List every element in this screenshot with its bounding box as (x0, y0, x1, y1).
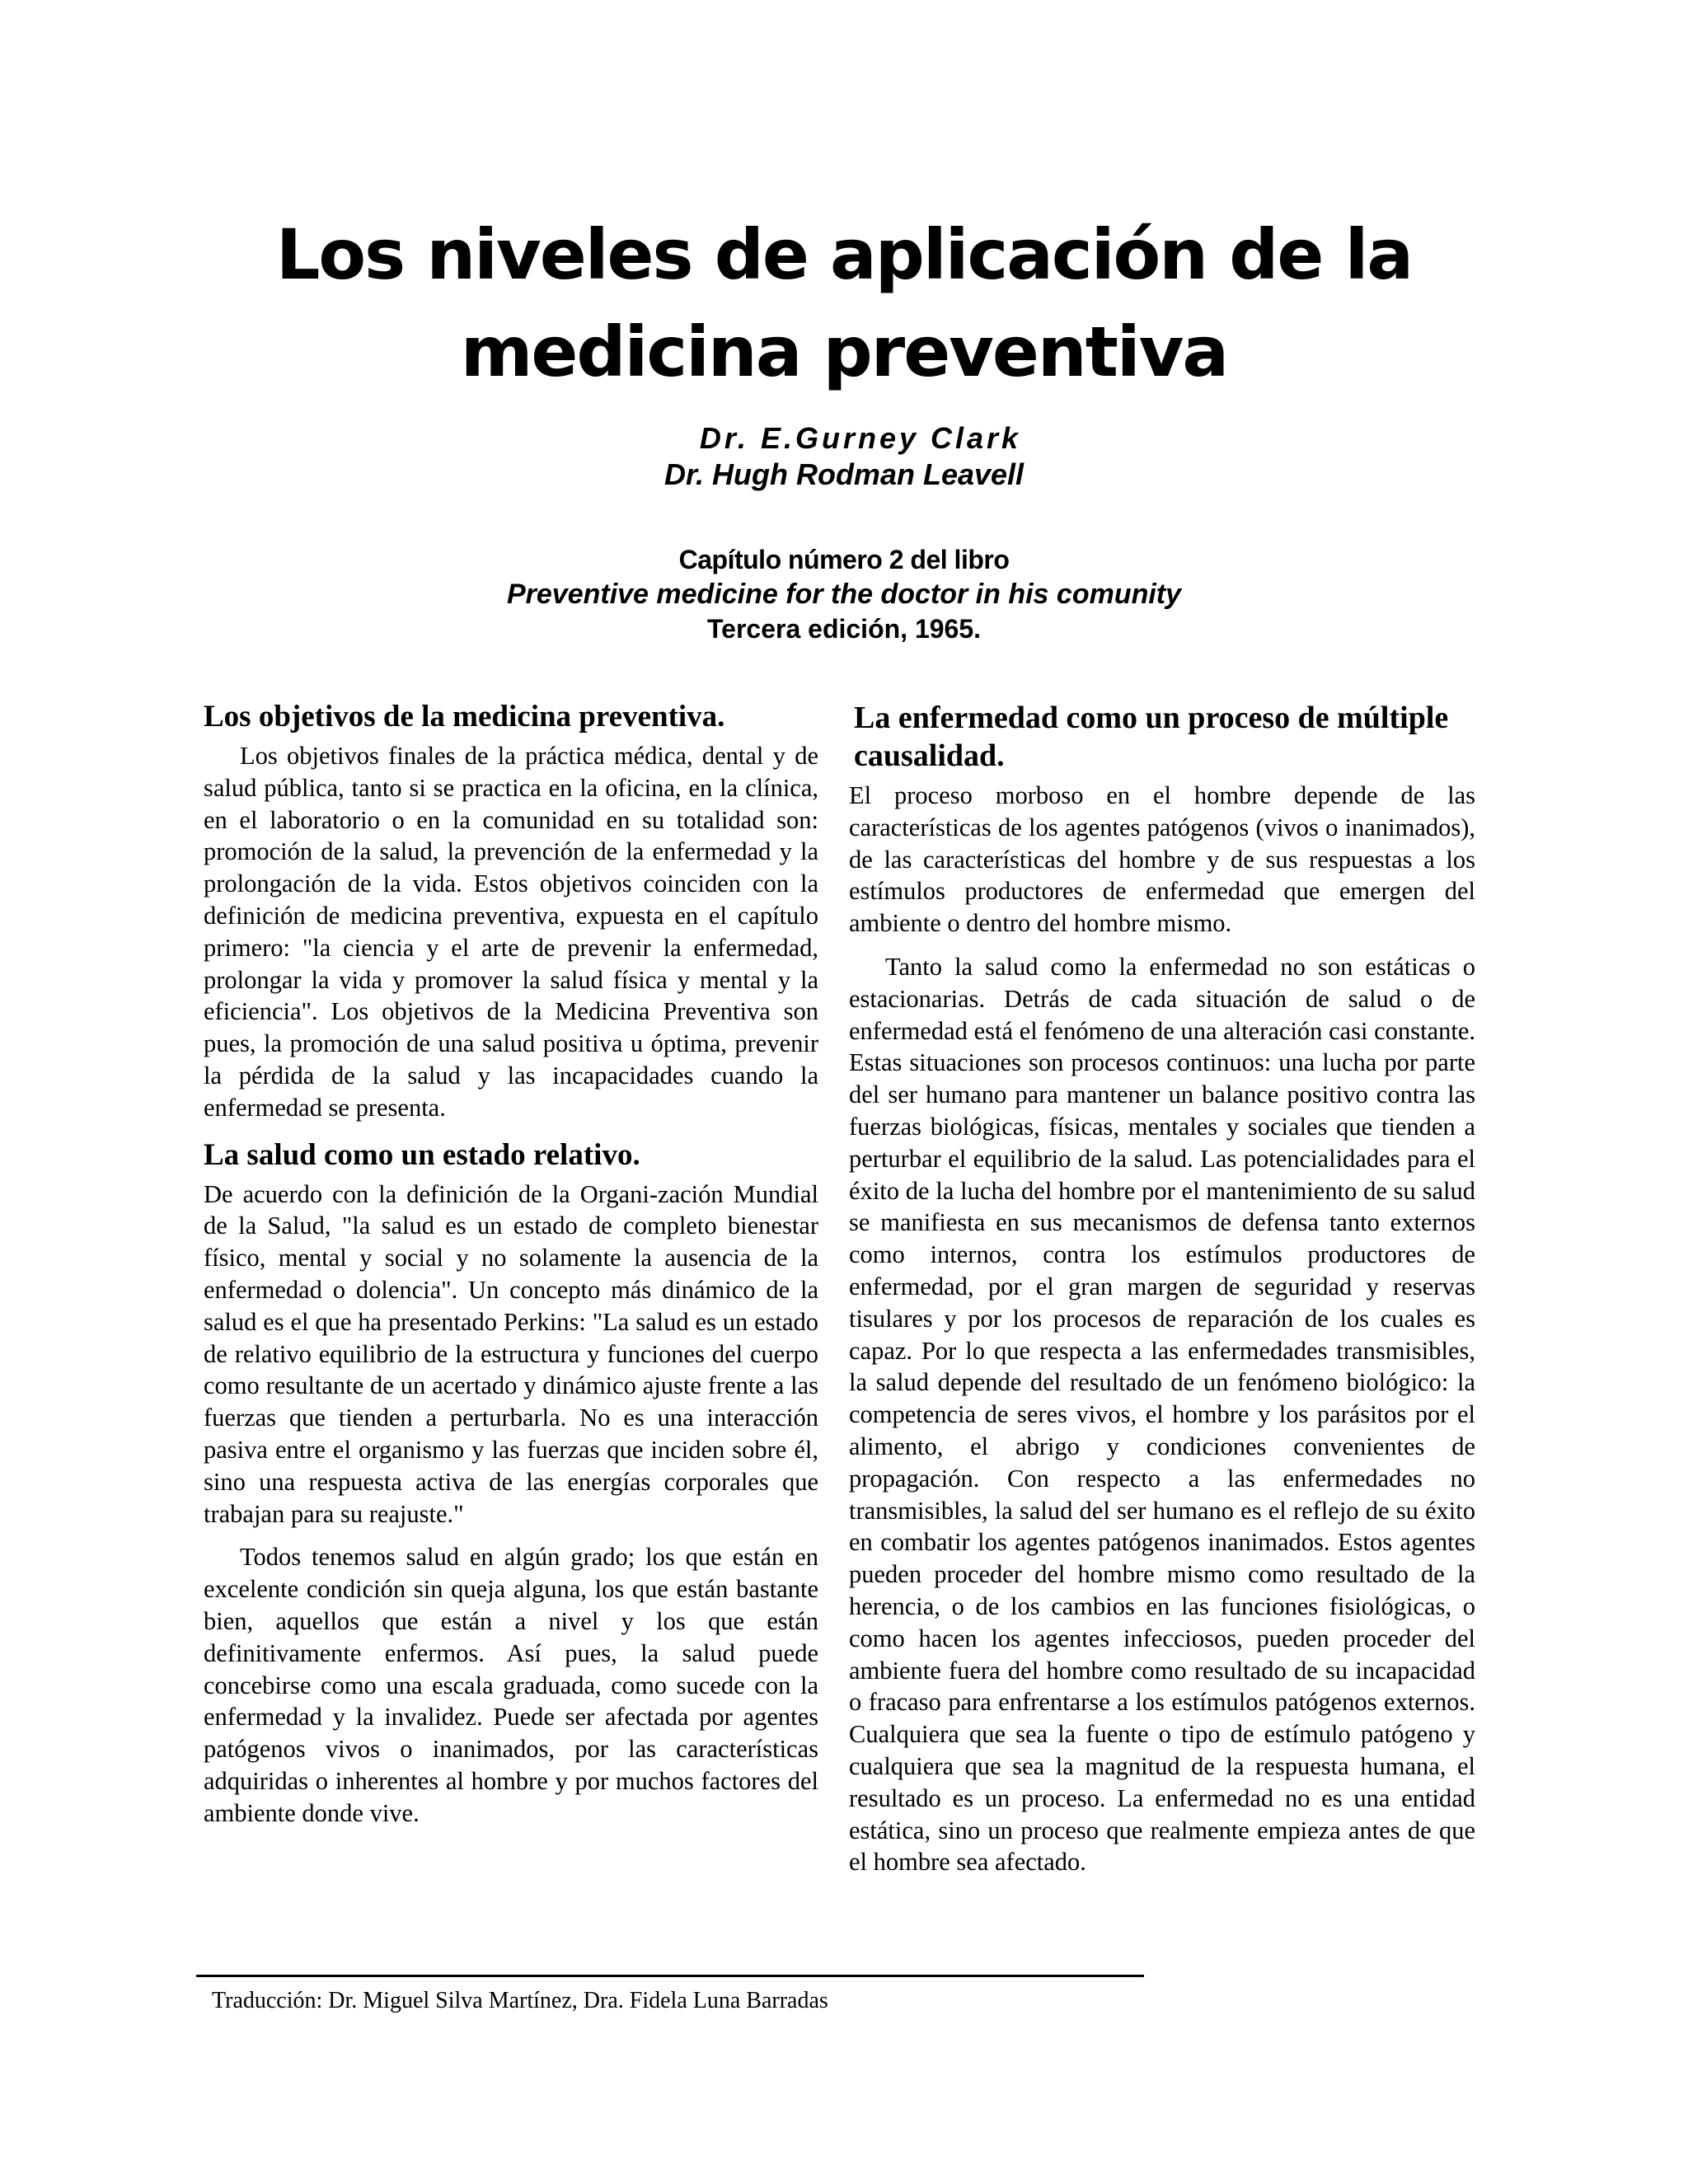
authors-block (0, 420, 1688, 493)
title-line-2: medicina preventiva (460, 312, 1228, 392)
paragraph-health-disease-process: Tanto la salud como la enfermedad no son estáticas o estacionarias. Detrás de cada situación de salud o de enfermedad está el fenómeno de una alteración casi constante. Estas situaciones son procesos continuos: una lucha por parte del ser humano para mantener un balance positivo contra las fuerzas biológicas, físicas, mentales y sociales que tienden a perturbar el equilibrio de la salud. Las potencialidades para el éxito de la lucha del hombre por el mantenimiento de su salud se manifiesta en sus mecanismos de defensa tanto externos como internos, contra los estímulos productores de enfermedad, por el gran margen de seguridad y reservas tisulares y por los procesos de reparación de los cuales es capaz. Por lo que respecta a las enfermedades transmisibles, la salud depende del resultado de un fenómeno biológico: la competencia de seres vivos, el hombre y los parásitos por el alimento, el abrigo y condiciones convenientes de propagación. Con respecto a las enfermedades no transmisibles, la salud del ser humano es el reflejo de su éxito en combatir los agentes patógenos inanimados. Estos agentes pueden proceder del hombre mismo como resultado de la herencia, o de los cambios en las funciones fisiológicas, o como hacen los agentes infecciosos, pueden proceder del ambiente fuera del hombre como resultado de su incapacidad o fracaso para enfrentarse a los estímulos patógenos externos. Cualquiera que sea la fuente o tipo de estímulo patógeno y cualquiera que sea la magnitud de la respuesta humana, el resultado es un proceso. La enfermedad no es una entidad estática, sino un proceso que realmente empieza antes de que el hombre sea afectado. (849, 952, 1475, 1877)
paragraph-who-definition: De acuerdo con la definición de la Organi-zación Mundial de la Salud, "la salud es un estado de completo bienestar físico, mental y social y no solamente la ausencia de la enfermedad o dolencia". Un concepto más dinámico de la salud es el que ha presentado Perkins: "La salud es un estado de relativo equilibrio de la estructura y funciones del cuerpo como resultante de un acertado y dinámico ajuste frente a las fuerzas que tienden a perturbarla. No es una interacción pasiva entre el organismo y las fuerzas que inciden sobre él, sino una respuesta activa de las energías corporales que trabajan para su reajuste." (204, 1179, 818, 1528)
translation-note: Traducción: Dr. Miguel Silva Martínez, Dra. Fidela Luna Barradas (212, 1988, 828, 2013)
edition: Tercera edición, 1965. (706, 614, 982, 644)
section-heading-objectives: Los objetivos de la medicina preventiva. (204, 700, 725, 733)
section-heading-multiple-causality: La enfermedad como un proceso de múltiple causalidad. (854, 701, 1449, 773)
chapter-info (0, 542, 1688, 646)
chapter-line: Capítulo número 2 del libro (678, 545, 1010, 574)
paragraph-health-scale: Todos tenemos salud en algún grado; los que están en excelente condición sin queja alguna, los que están bastante bien, aquellos que están a nivel y los que están definitivamente enfermos. Así pues, la salud puede concebirse como una escala graduada, como sucede con la enfermedad y la invalidez. Puede ser afectada por agentes patógenos vivos o inanimados, por las características adquiridas o inherentes al hombre y por muchos factores del ambiente donde vive. (204, 1543, 818, 1827)
document-title (0, 206, 1688, 401)
left-column (204, 699, 818, 1841)
right-column (849, 699, 1475, 1890)
book-title: Preventive medicine for the doctor in his comunity (506, 579, 1182, 610)
footer-divider (196, 1975, 1144, 1977)
author-1: Dr. E.Gurney Clark (699, 421, 1022, 455)
section-heading-relative-health: La salud como un estado relativo. (204, 1137, 640, 1172)
paragraph-morbid-process: El proceso morboso en el hombre depende de las características de los agentes patógenos (vivos o inanimados), de las características del hombre y de sus respuestas a los estímulos productores de enfermedad que emergen del ambiente o dentro del hombre mismo. (849, 781, 1475, 938)
title-line-1: Los niveles de aplicación de la (275, 214, 1413, 295)
paragraph-objectives: Los objetivos finales de la práctica médica, dental y de salud pública, tanto si se practica en la oficina, en la clínica, en el laboratorio o en la comunidad en su totalidad son: promoción de la salud, la prevención de la enfermedad y la prolongación de la vida. Estos objetivos coinciden con la definición de medicina preventiva, expuesta en el capítulo primero: "la ciencia y el arte de prevenir la enfermedad, prolongar la vida y promover la salud física y mental y la eficiencia". Los objetivos de la Medicina Preventiva son pues, la promoción de una salud positiva u óptima, prevenir la pérdida de la salud y las incapacidades cuando la enfermedad se presenta. (204, 742, 818, 1122)
author-2: Dr. Hugh Rodman Leavell (663, 457, 1025, 491)
